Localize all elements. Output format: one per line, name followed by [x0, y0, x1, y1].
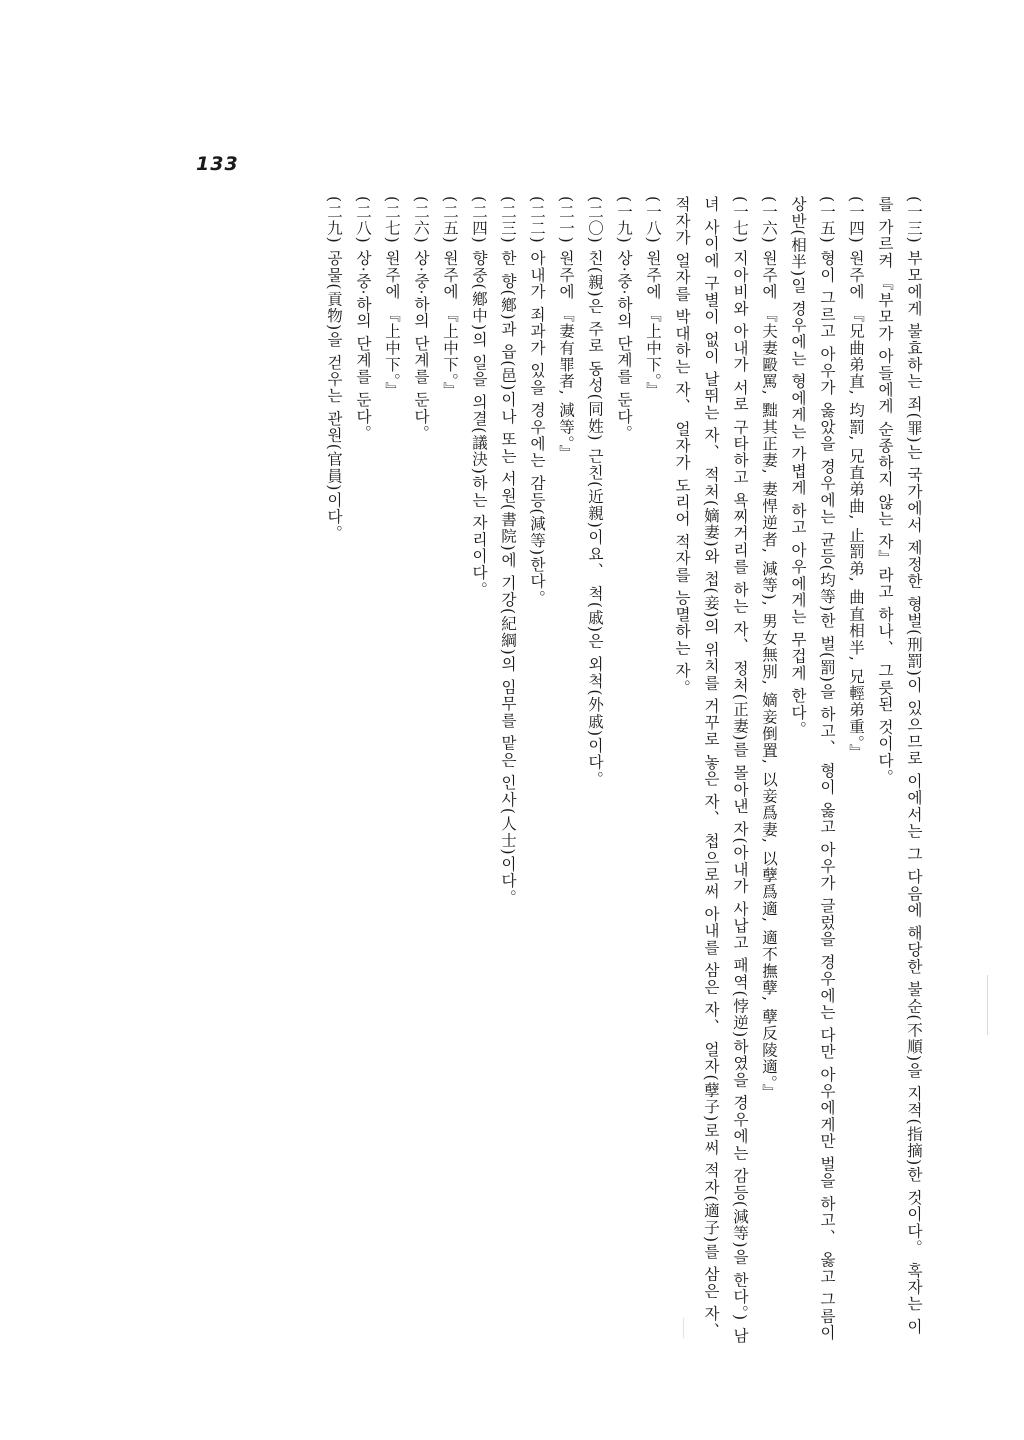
scan-edge-mark — [987, 975, 988, 1035]
scan-edge-mark — [683, 1318, 684, 1338]
footnote-17: (一七) 지아비와 아내가 서로 구타하고 욕찌거리를 하는 자、 정처(正妻)를 몰아낸 자(아내가 사납고 패역(悖逆)하였을 경우에는 감등(減等)을 한다。) 남녀 사이에 구별이 없이 날뛰는 자、 적처(嫡妻)와 첩(妾)의 위치를 거꾸로 놓은 자、 첩으로써 아내를 삼은 자、 얼자(孽子)로써 적자(適子)를 삼은 자、 적자가 얼자를 박대하는 자、 얼자가 도리어 적자를 능멸하는 자。 — [673, 196, 749, 1345]
footnote-16: (一六) 원주에 『夫妻毆罵, 黜其正妻, 妻悍逆者, 減等), 男女無別, 嫡妾倒置, 以妾爲妻, 以孽爲適, 適不撫孽, 孽反陵適。』 — [760, 196, 778, 1101]
footnote-22: (二二) 아내가 죄과가 있을 경우에는 감등(減等)한다。 — [528, 196, 546, 607]
footnote-18: (一八) 원주에 『上中下。』 — [644, 196, 662, 399]
footnote-25: (二五) 원주에 『上中下。』 — [441, 196, 459, 399]
footnote-19: (一九) 상·중·하의 단계를 둔다。 — [615, 196, 633, 442]
footnote-24: (二四) 향중(鄕中)의 일을 의결(議決)하는 자리이다。 — [470, 196, 488, 598]
footnote-27: (二七) 원주에 『上中下。』 — [383, 196, 401, 399]
footnote-15: (一五) 형이 그르고 아우가 옳았을 경우에는 균등(均等)한 벌(罰)을 하고、 형이 옳고 아우가 글렀을 경우에는 다만 아우에게만 벌을 하고、 옳고 그름이 상반(相半)일 경우에는 형에게는 가볍게 하고 아우에게는 무겁게 한다。 — [789, 196, 836, 1342]
footnote-14: (一四) 원주에 『兄曲弟直, 均罰, 兄直弟曲, 止罰弟, 曲直相半, 兄輕弟重。』 — [847, 196, 865, 761]
footnote-21: (二一) 원주에 『妻有罪者, 減等。』 — [557, 196, 575, 462]
footnote-28: (二八) 상·중·하의 단계를 둔다。 — [354, 196, 372, 442]
footnotes-column — [319, 196, 928, 1346]
footnote-26: (二六) 상·중·하의 단계를 둔다。 — [412, 196, 430, 442]
page-number: 133 — [196, 153, 239, 175]
footnote-20: (二〇) 친(親)은 주로 동성(同姓) 근친(近親)이요、 척(戚)은 외척(外戚)이다。 — [586, 196, 604, 788]
footnote-29: (二九) 공물(貢物)을 걷우는 관원(官員)이다。 — [325, 196, 343, 542]
footnote-13: (一三) 부모에게 불효하는 죄(罪)는 국가에서 제정한 형벌(刑罰)이 있으므로 이에서는 그 다음에 해당한 불순(不順)을 지적(指摘)한 것이다。 혹자는 이를 가르켜 『부모가 아들에게 순종하지 않는 자』라고 하나、 그릇된 것이다。 — [876, 196, 923, 1336]
footnote-23: (二三) 한 향(鄕)과 읍(邑)이나 또는 서원(書院)에 기강(紀綱)의 임무를 맡은 인사(人士)이다。 — [499, 196, 517, 906]
